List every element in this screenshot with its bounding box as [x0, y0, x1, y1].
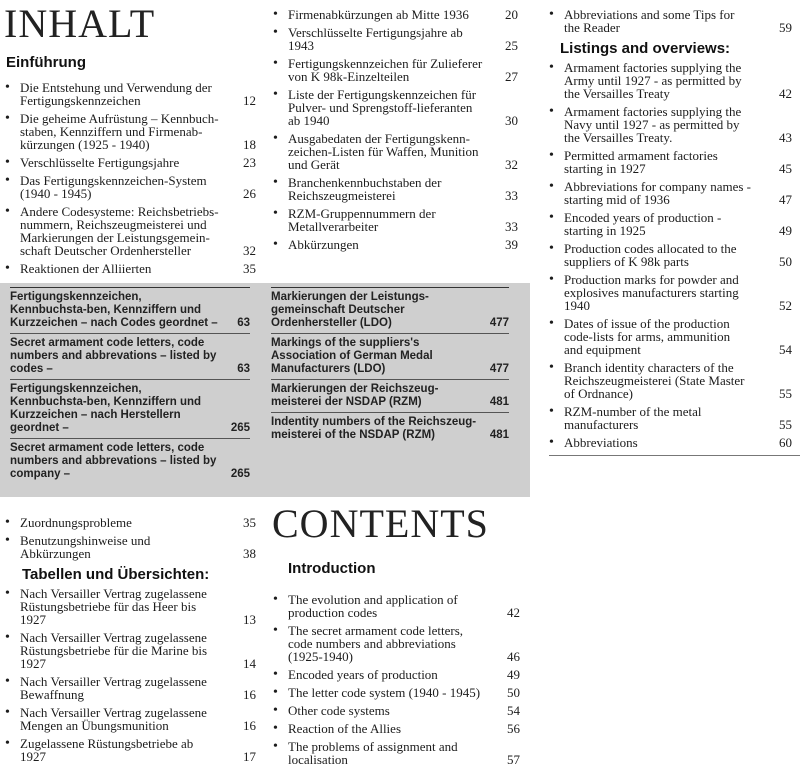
entry-page-number: 46 [507, 649, 520, 664]
entry-page-number: 27 [505, 69, 518, 84]
entry-title: The secret armament code letters, code numbers and abbreviations (1925-1940) [288, 623, 464, 664]
index-box-entry [10, 333, 250, 379]
entry-title: Fertigungskennzeichen für Zulieferer von K 98k-Einzelteilen [288, 56, 483, 84]
toc-entry [272, 593, 520, 619]
toc-entry [4, 631, 256, 670]
entry-page-number: 20 [505, 7, 518, 22]
entry-title: Abkürzungen [288, 237, 359, 252]
entry-page-number: 59 [779, 20, 792, 35]
entry-page-number: 13 [243, 612, 256, 627]
entry-title: Indentity numbers of the Reichszeug-meisterei of the NSDAP (RZM) [271, 416, 477, 441]
entry-page-number: 33 [505, 219, 518, 234]
entry-title: Production codes allocated to the suppliers of K 98k parts [564, 241, 737, 269]
index-box-entry [271, 333, 509, 379]
index-box-entry [10, 287, 250, 333]
entry-page-number: 43 [779, 130, 792, 145]
index-box [0, 283, 530, 497]
entry-page-number: 63 [237, 317, 250, 329]
entry-page-number: 477 [489, 317, 509, 329]
entry-page-number: 477 [489, 363, 509, 375]
entry-title: Branchenkennbuchstaben der Reichszeugmeisterei [288, 175, 442, 203]
entry-title: Die geheime Aufrüstung – Kennbuch-staben, Kennziffern und Firmenab-kürzungen (1925 - 1940) [20, 111, 219, 152]
entry-title: Armament factories supplying the Navy until 1927 - as permitted by the Versailles Treaty. [564, 104, 742, 145]
entry-page-number: 32 [243, 243, 256, 258]
inhalt-intro-list [4, 81, 256, 275]
toc-entry [548, 61, 792, 100]
toc-entry [272, 8, 518, 21]
entry-page-number: 50 [507, 685, 520, 700]
right-column-rule [549, 455, 800, 456]
entry-title: Nach Versailler Vertrag zugelassene Rüstungsbetriebe für das Heer bis 1927 [20, 586, 207, 627]
entry-title: Fertigungskennzeichen, Kennbuchsta-ben, Kennziffern und Kurzzeichen – nach Herstellern geordnet – [10, 383, 202, 434]
entry-page-number: 14 [243, 656, 256, 671]
entry-page-number: 17 [243, 749, 256, 764]
entry-page-number: 50 [779, 254, 792, 269]
entry-title: Secret armament code letters, code numbers and abbrevations – listed by codes – [10, 337, 217, 375]
entry-title: Nach Versailler Vertrag zugelassene Mengen an Übungsmunition [20, 705, 207, 733]
toc-entry [4, 516, 256, 529]
entry-title: Fertigungskennzeichen, Kennbuchsta-ben, Kennziffern und Kurzzeichen – nach Codes geordnet – [10, 291, 218, 329]
entry-title: Zugelassene Rüstungsbetriebe ab 1927 [20, 736, 194, 764]
entry-title: Abbreviations and some Tips for the Reader [564, 7, 735, 35]
entry-page-number: 55 [779, 386, 792, 401]
toc-entry [272, 238, 518, 251]
toc-entry [4, 156, 256, 169]
toc-entry [548, 211, 792, 237]
toc-entry [272, 132, 518, 171]
entry-title: Abbreviations [564, 435, 638, 450]
entry-title: Encoded years of production [288, 667, 438, 682]
index-box-right [271, 287, 509, 445]
toc-entry [272, 57, 518, 83]
entry-page-number: 23 [243, 155, 256, 170]
toc-entry [548, 8, 792, 34]
entry-title: Nach Versailler Vertrag zugelassene Rüstungsbetriebe für die Marine bis 1927 [20, 630, 208, 671]
entry-title: Reaction of the Allies [288, 721, 402, 736]
toc-entry [272, 686, 520, 699]
inhalt-col2 [272, 8, 518, 256]
entry-title: Markings of the suppliers's Association of German Medal Manufacturers (LDO) [271, 337, 433, 375]
toc-entry [4, 112, 256, 151]
index-box-entry [271, 379, 509, 412]
entry-title: Zuordnungsprobleme [20, 515, 132, 530]
entry-title: The problems of assignment and localisation [288, 739, 458, 767]
entry-page-number: 30 [505, 113, 518, 128]
entry-title: The evolution and application of production codes [288, 592, 458, 620]
contents-title: CONTENTS [272, 501, 489, 546]
toc-entry [4, 174, 256, 200]
entry-title: Die Entstehung und Verwendung der Fertigungskennzeichen [20, 80, 212, 108]
toc-entry [272, 624, 520, 663]
toc-entry [4, 81, 256, 107]
entry-title: Permitted armament factories starting in 1927 [564, 148, 718, 176]
inhalt-lower-list [4, 516, 256, 560]
toc-entry [4, 737, 256, 763]
entry-title: Other code systems [288, 703, 390, 718]
toc-entry [548, 317, 792, 356]
toc-entry [4, 706, 256, 732]
contents-intro-list [272, 593, 520, 766]
entry-title: Markierungen der Leistungs-gemeinschaft Deutscher Ordenhersteller (LDO) [271, 291, 429, 329]
entry-page-number: 35 [243, 515, 256, 530]
entry-title: Armament factories supplying the Army until 1927 - as permitted by the Versailles Treaty [564, 60, 742, 101]
entry-title: Firmenabkürzungen ab Mitte 1936 [288, 7, 469, 22]
toc-entry [548, 105, 792, 144]
entry-title: Dates of issue of the production code-lists for arms, ammunition and equipment [564, 316, 731, 357]
entry-page-number: 35 [243, 261, 256, 276]
entry-page-number: 60 [779, 435, 792, 450]
inhalt-tables-list [4, 587, 256, 763]
entry-page-number: 16 [243, 687, 256, 702]
entry-title: RZM-number of the metal manufacturers [564, 404, 702, 432]
inhalt-section [4, 1, 256, 280]
toc-entry [548, 436, 792, 449]
entry-page-number: 481 [489, 429, 509, 441]
entry-page-number: 39 [505, 237, 518, 252]
index-box-entry [10, 438, 250, 484]
entry-page-number: 54 [507, 703, 520, 718]
entry-title: Das Fertigungskennzeichen-System (1940 - 1945) [20, 173, 207, 201]
toc-entry [4, 262, 256, 275]
introduction-heading: Introduction [288, 560, 376, 577]
entry-title: Encoded years of production - starting in 1925 [564, 210, 722, 238]
listings-heading: Listings and overviews: [560, 40, 731, 57]
entry-page-number: 56 [507, 721, 520, 736]
entry-title: Liste der Fertigungskennzeichen für Pulver- und Sprengstoff-lieferanten ab 1940 [288, 87, 477, 128]
toc-entry [4, 675, 256, 701]
entry-page-number: 55 [779, 417, 792, 432]
toc-entry [4, 205, 256, 257]
entry-title: Nach Versailler Vertrag zugelassene Bewaffnung [20, 674, 207, 702]
entry-page-number: 52 [779, 298, 792, 313]
toc-entry [272, 207, 518, 233]
entry-page-number: 18 [243, 137, 256, 152]
entry-title: Benutzungshinweise und Abkürzungen [20, 533, 151, 561]
inhalt-col2-list [272, 8, 518, 251]
entry-page-number: 45 [779, 161, 792, 176]
entry-page-number: 33 [505, 188, 518, 203]
entry-title: Verschlüsselte Fertigungsjahre [20, 155, 180, 170]
inhalt-lower [4, 516, 256, 768]
contents-col3-top-list [548, 8, 792, 34]
index-box-entry [10, 379, 250, 438]
entry-page-number: 57 [507, 752, 520, 767]
toc-entry [272, 88, 518, 127]
tabellen-heading: Tabellen und Übersichten: [22, 566, 210, 583]
index-box-entry [271, 287, 509, 333]
toc-entry [548, 273, 792, 312]
entry-page-number: 481 [489, 396, 509, 408]
entry-title: Andere Codesysteme: Reichsbetriebs-nummern, Reichszeugmeisterei und Markierungen der Leistungsgemein-schaft Deutscher Ordenhersteller [20, 204, 219, 258]
entry-page-number: 42 [507, 605, 520, 620]
entry-page-number: 38 [243, 546, 256, 561]
toc-entry [272, 704, 520, 717]
contents-col3 [548, 8, 792, 454]
entry-title: Ausgabedaten der Fertigungskenn-zeichen-Listen für Waffen, Munition und Gerät [288, 131, 479, 172]
toc-entry [272, 26, 518, 52]
toc-entry [272, 668, 520, 681]
toc-entry [548, 180, 792, 206]
entry-page-number: 54 [779, 342, 792, 357]
toc-entry [4, 534, 256, 560]
toc-entry [548, 361, 792, 400]
inhalt-title: INHALT [4, 1, 156, 46]
entry-page-number: 265 [230, 468, 250, 480]
entry-page-number: 49 [779, 223, 792, 238]
toc-entry [4, 587, 256, 626]
einfuehrung-heading: Einführung [6, 54, 86, 71]
toc-entry [548, 149, 792, 175]
entry-title: Branch identity characters of the Reichszeugmeisterei (State Master of Ordnance) [564, 360, 745, 401]
toc-entry [548, 242, 792, 268]
entry-page-number: 12 [243, 93, 256, 108]
toc-entry [272, 722, 520, 735]
entry-page-number: 47 [779, 192, 792, 207]
index-box-left [10, 287, 250, 484]
contents-section [272, 501, 520, 771]
entry-title: Reaktionen der Alliierten [20, 261, 152, 276]
entry-page-number: 49 [507, 667, 520, 682]
entry-title: The letter code system (1940 - 1945) [288, 685, 481, 700]
entry-page-number: 16 [243, 718, 256, 733]
entry-page-number: 42 [779, 86, 792, 101]
entry-page-number: 265 [230, 422, 250, 434]
entry-title: Production marks for powder and explosives manufacturers starting 1940 [564, 272, 739, 313]
toc-entry [548, 405, 792, 431]
entry-title: Secret armament code letters, code numbers and abbrevations – listed by company – [10, 442, 217, 480]
entry-title: Markierungen der Reichszeug-meisterei der NSDAP (RZM) [271, 383, 439, 408]
entry-page-number: 26 [243, 186, 256, 201]
entry-page-number: 32 [505, 157, 518, 172]
contents-listings-list [548, 61, 792, 449]
index-box-entry [271, 412, 509, 445]
entry-title: RZM-Gruppennummern der Metallverarbeiter [288, 206, 436, 234]
entry-page-number: 25 [505, 38, 518, 53]
entry-page-number: 63 [237, 363, 250, 375]
entry-title: Verschlüsselte Fertigungsjahre ab 1943 [288, 25, 463, 53]
toc-entry [272, 176, 518, 202]
entry-title: Abbreviations for company names - starting mid of 1936 [564, 179, 752, 207]
toc-entry [272, 740, 520, 766]
